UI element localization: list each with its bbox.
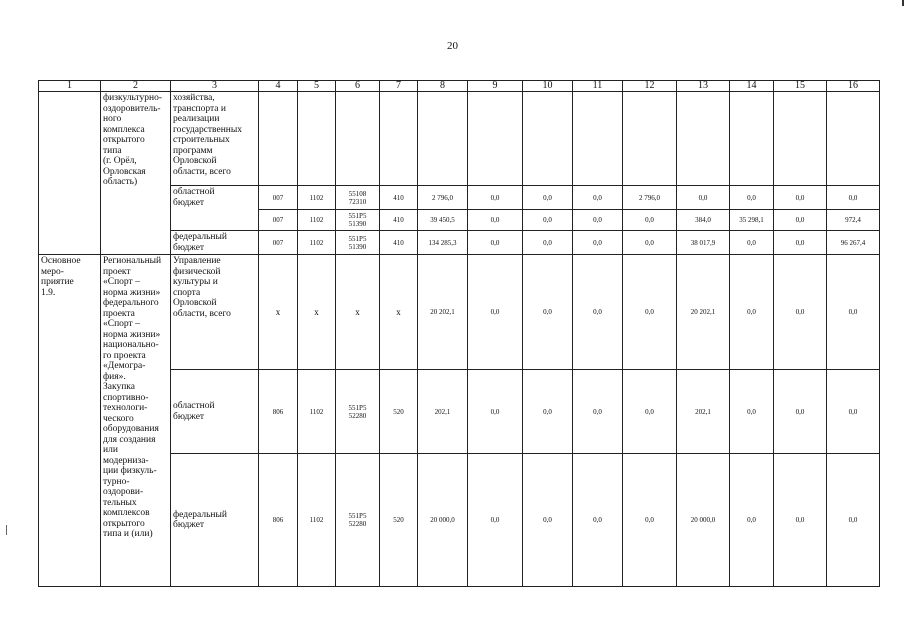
header-cell: 2 (101, 81, 171, 92)
table-cell: 0,0 (623, 370, 677, 454)
measure-description: Региональный проект «Спорт – норма жизни» федерального проекта «Спорт – норма жизни» национально- го проекта «Демогра- фия». Закупка спортивно- технологи- ческого оборудования для создания или модерниза- ции физкуль- турно- оздорови- тельных комплексов открытого типа и (или) (101, 255, 171, 587)
table-cell: 0,0 (730, 186, 774, 210)
table-cell: 20 202,1 (677, 255, 730, 370)
table-cell: 202,1 (418, 370, 468, 454)
header-cell: 16 (827, 81, 880, 92)
header-cell: 4 (259, 81, 298, 92)
table-cell: 20 202,1 (418, 255, 468, 370)
header-cell: 13 (677, 81, 730, 92)
table-cell: 0,0 (468, 210, 523, 231)
measure-number: Основное меро- приятие 1.9. (39, 255, 101, 587)
table-cell: 0,0 (573, 186, 623, 210)
budget-label: областной бюджет (171, 186, 259, 231)
table-cell: х (336, 255, 380, 370)
table-cell: 0,0 (774, 454, 827, 587)
budget-label: федеральный бюджет (171, 454, 259, 587)
table-cell: 0,0 (523, 231, 573, 255)
table-cell: 55108 72310 (336, 186, 380, 210)
table-cell: 1102 (298, 231, 336, 255)
header-cell: 9 (468, 81, 523, 92)
table-cell: 20 000,0 (418, 454, 468, 587)
table-cell: 1102 (298, 370, 336, 454)
table-cell: 0,0 (573, 370, 623, 454)
executor-total: Управление физической культуры и спорта Орловской области, всего (171, 255, 259, 370)
header-cell: 11 (573, 81, 623, 92)
page-number: 20 (447, 40, 458, 52)
table-cell: 0,0 (827, 255, 880, 370)
table-cell: 38 017,9 (677, 231, 730, 255)
table-cell: 0,0 (774, 186, 827, 210)
table-cell: 96 267,4 (827, 231, 880, 255)
table-cell: 007 (259, 186, 298, 210)
header-cell: 1 (39, 81, 101, 92)
header-cell: 8 (418, 81, 468, 92)
table-cell: 0,0 (573, 454, 623, 587)
table-cell: 0,0 (827, 454, 880, 587)
table-cell: 007 (259, 210, 298, 231)
table-cell: 0,0 (623, 454, 677, 587)
table-cell: 0,0 (827, 186, 880, 210)
table-cell: 1102 (298, 210, 336, 231)
table-cell: 410 (380, 210, 418, 231)
cont-object-name: физкультурно- оздоровитель- ного комплекса открытого типа (г. Орёл, Орловская область) (101, 92, 171, 255)
table-cell: 35 298,1 (730, 210, 774, 231)
budget-table (38, 80, 880, 587)
table-cell: 0,0 (774, 210, 827, 231)
scan-edge-mark (902, 0, 904, 6)
table-cell: 0,0 (677, 186, 730, 210)
table-row (39, 92, 880, 186)
table-cell: 134 285,3 (418, 231, 468, 255)
table-cell: х (380, 255, 418, 370)
header-cell: 15 (774, 81, 827, 92)
table-cell: 202,1 (677, 370, 730, 454)
table-cell: 0,0 (468, 231, 523, 255)
header-cell: 10 (523, 81, 573, 92)
table-cell: 1102 (298, 186, 336, 210)
header-cell: 7 (380, 81, 418, 92)
table-cell: 0,0 (468, 454, 523, 587)
table-cell: 551P5 51390 (336, 210, 380, 231)
budget-label: областной бюджет (171, 370, 259, 454)
table-cell: 520 (380, 370, 418, 454)
table-cell: 806 (259, 454, 298, 587)
table-cell: 0,0 (523, 370, 573, 454)
table-cell: 0,0 (468, 370, 523, 454)
table-cell: 007 (259, 231, 298, 255)
table-cell: 2 796,0 (418, 186, 468, 210)
table-cell: 20 000,0 (677, 454, 730, 587)
table-cell: 0,0 (623, 210, 677, 231)
table-cell: 410 (380, 231, 418, 255)
table-cell: 551P5 52280 (336, 370, 380, 454)
header-cell: 12 (623, 81, 677, 92)
empty-cell (39, 92, 101, 255)
table-cell: 0,0 (573, 255, 623, 370)
header-cell: 6 (336, 81, 380, 92)
header-row (39, 81, 880, 92)
table-cell: 0,0 (730, 255, 774, 370)
budget-label: федеральный бюджет (171, 231, 259, 255)
table-cell: 806 (259, 370, 298, 454)
table-row (39, 255, 880, 370)
table-cell: 0,0 (573, 210, 623, 231)
table-cell: 0,0 (623, 255, 677, 370)
table-cell: 0,0 (730, 370, 774, 454)
table-cell: 0,0 (730, 454, 774, 587)
table-cell: х (298, 255, 336, 370)
table-cell: 0,0 (523, 454, 573, 587)
table-cell: 384,0 (677, 210, 730, 231)
table-cell: х (259, 255, 298, 370)
table-cell: 2 796,0 (623, 186, 677, 210)
table-cell: 0,0 (730, 231, 774, 255)
table-cell: 551P5 52280 (336, 454, 380, 587)
table-cell: 972,4 (827, 210, 880, 231)
table-cell: 0,0 (468, 255, 523, 370)
cont-executor: хозяйства, транспорта и реализации государственных строительных программ Орловской области, всего (171, 92, 259, 186)
table-cell: 0,0 (523, 186, 573, 210)
header-cell: 3 (171, 81, 259, 92)
table-cell: 0,0 (774, 255, 827, 370)
table-cell: 520 (380, 454, 418, 587)
table-cell: 0,0 (827, 370, 880, 454)
table-cell: 39 450,5 (418, 210, 468, 231)
table-cell: 0,0 (468, 186, 523, 210)
table-cell: 1102 (298, 454, 336, 587)
table-cell: 0,0 (774, 370, 827, 454)
table-cell: 0,0 (774, 231, 827, 255)
table-cell: 0,0 (623, 231, 677, 255)
table-cell: 0,0 (573, 231, 623, 255)
table-cell: 0,0 (523, 255, 573, 370)
table-cell: 410 (380, 186, 418, 210)
scan-margin-mark (6, 525, 7, 535)
table-cell: 0,0 (523, 210, 573, 231)
header-cell: 14 (730, 81, 774, 92)
table-cell: 551P5 51390 (336, 231, 380, 255)
header-cell: 5 (298, 81, 336, 92)
